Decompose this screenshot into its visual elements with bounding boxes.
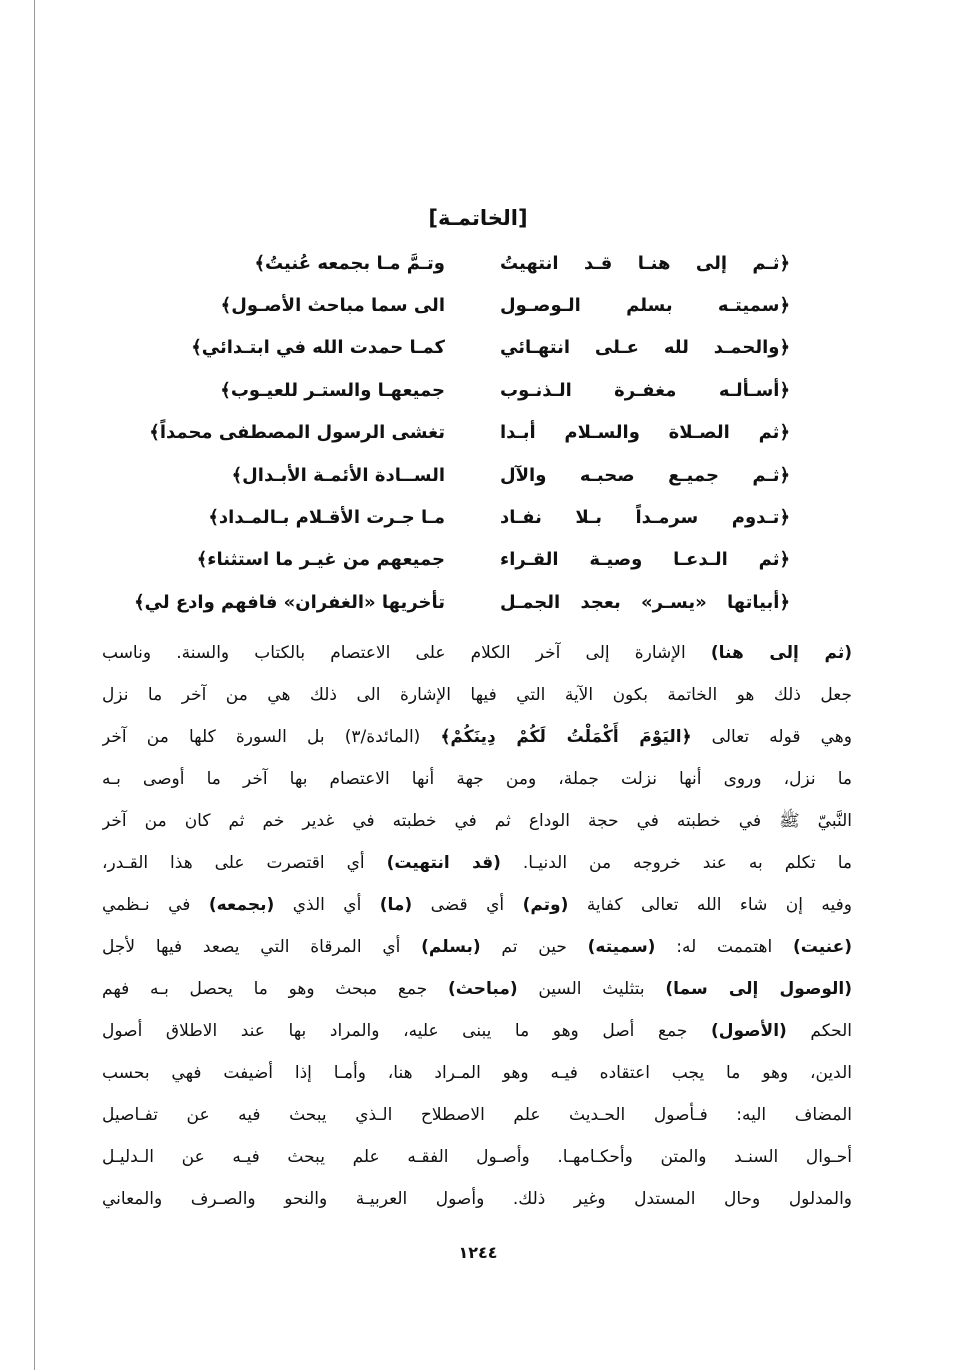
verse	[130, 454, 790, 496]
text-line	[102, 926, 852, 968]
verse-first-hemistich: ﴿ثـم جميـع صحبـه والآل	[500, 464, 790, 486]
verse-second-hemistich: الســادة الأئمـة الأبـدال﴾	[231, 464, 445, 486]
verse-second-hemistich: تأخريها «الغفران» فافهم وادع لي﴾	[134, 591, 445, 613]
text-segment: جعل ذلك هو الخاتمة بكون الآية التي فيها الإشارة الى ذلك هي من آخر ما نزل	[102, 685, 852, 705]
verse	[130, 412, 790, 454]
text-line	[102, 884, 852, 926]
bold-term: (بسلم)	[421, 937, 481, 957]
text-segment: وهي قوله تعالى	[691, 727, 852, 747]
verse-second-hemistich: كمـا حمدت الله في ابتـدائي﴾	[191, 337, 445, 359]
bold-term: (مباحث)	[448, 979, 518, 999]
text-segment: بتثليث السين	[517, 979, 666, 999]
text-line	[102, 968, 852, 1010]
verse-first-hemistich: ﴿ثـم إلى هنـا قـد انتهيتُ	[500, 252, 790, 274]
text-segment: أي اقتصرت على هذا القـدر،	[102, 853, 387, 873]
poem-verses	[130, 242, 790, 624]
bold-term: (سميته)	[587, 937, 656, 957]
verse	[130, 539, 790, 581]
commentary-paragraph	[102, 632, 852, 1220]
verse-second-hemistich: جميعهم من غيـر ما استثناء﴾	[196, 549, 445, 571]
text-line	[102, 1010, 852, 1052]
text-segment: جمع أصل وهو ما يبنى عليه، والمراد بها عند الاطلاق أصول	[102, 1021, 711, 1041]
bold-term: (بجمعه)	[208, 895, 275, 915]
text-segment: ما نزل، وروى أنها نزلت جملة، ومن جهة أنها الاعتصام بها آخر ما أوصى بـه	[102, 769, 852, 789]
bold-term: ﴿اليَوْمَ أَكْمَلْتُ لَكُمْ دِينَكُمْ﴾	[440, 727, 692, 747]
text-segment: النَّبيّ ﷺ في خطبته في حجة الوداع ثم في خطبته في غدير خم ثم كان من آخر	[102, 811, 852, 831]
text-line	[102, 800, 852, 842]
verse-first-hemistich: ﴿ثم الصـلاة والسـلام أبـدا	[500, 422, 790, 444]
verse	[130, 327, 790, 369]
verse-first-hemistich: ﴿أبياتها «يسـر» بعجد الجمـل	[500, 591, 790, 613]
verse-first-hemistich: ﴿ثم الـدعـا وصيـة القـراء	[500, 549, 790, 571]
page-number: ١٢٤٤	[458, 1243, 498, 1262]
bold-term: (وتم)	[522, 895, 569, 915]
verse-first-hemistich: ﴿تـدوم سرمـداً بـلا نفـاد	[500, 507, 790, 529]
text-segment: والمدلول وحال المستدل وغير ذلك. وأصول العربيـة والنحو والصـرف والمعاني	[102, 1189, 852, 1209]
verse	[130, 242, 790, 284]
verse-second-hemistich: وتـمَّ مـا بجمعه عُنيتُ﴾	[254, 252, 445, 274]
text-segment: في نـظمي	[102, 895, 209, 915]
bold-term: (عنيت)	[792, 937, 852, 957]
verse-second-hemistich: جميعهـا والستـر للعيـوب﴾	[220, 379, 445, 401]
text-segment: المضاف اليه: فـأصول الحـديث علم الاصطلاح الـذي يبحث فيه عن تفـاصيل	[102, 1105, 852, 1125]
text-line	[102, 1136, 852, 1178]
text-line	[102, 632, 852, 674]
text-segment: أحـوال السنـد والمتن وأحكـامهـا. وأصـول الفقـه علم يبحث فيـه عن الـدليـل	[102, 1147, 852, 1167]
bold-term: (قد انتهيت)	[386, 853, 501, 873]
text-segment: أي قضى	[412, 895, 523, 915]
text-line	[102, 842, 852, 884]
text-segment: اهتممت له:	[655, 937, 793, 957]
verse	[130, 284, 790, 326]
verse	[130, 581, 790, 623]
text-line	[102, 716, 852, 758]
text-segment: الحكم	[786, 1021, 852, 1041]
text-segment: الدين، وهو ما يجب اعتقاده فيـه وهو المـراد هنا، وأمـا إذا أضيفت فهي بحسب	[102, 1063, 852, 1083]
verse-second-hemistich: مـا جـرت الأقـلام بـالمـداد﴾	[208, 507, 445, 529]
text-segment: جمع مبحث وهو ما يحصل بـه فهم	[102, 979, 448, 999]
verse-first-hemistich: ﴿والحمـد لله عـلى انتهـائي	[500, 337, 790, 359]
bold-term: (ثم إلى هنا)	[710, 643, 852, 663]
bold-term: (ما)	[379, 895, 413, 915]
verse	[130, 496, 790, 538]
text-line	[102, 1094, 852, 1136]
text-segment: (المائدة/٣) بل السورة كلها من آخر	[102, 727, 441, 747]
text-segment: الإشارة إلى آخر الكلام على الاعتصام بالكتاب والسنة. وناسب	[102, 643, 711, 663]
text-segment: ما تكلم به عند خروجه من الدنيـا.	[500, 853, 852, 873]
verse-first-hemistich: ﴿أسـألـه مغفـرة الـذنـوب	[500, 379, 790, 401]
text-segment: حين تم	[480, 937, 588, 957]
bold-term: (الأصول)	[710, 1021, 787, 1041]
verse-second-hemistich: تغشى الرسول المصطفى محمداً﴾	[149, 422, 445, 444]
verse	[130, 369, 790, 411]
verse-first-hemistich: ﴿سميتـه بسلم الـوصـول	[500, 295, 790, 317]
section-heading: [الخاتمـة]	[428, 206, 528, 230]
verse-second-hemistich: الى سما مباحث الأصـول﴾	[220, 295, 445, 317]
text-segment: وفيه إن شاء الله تعالى كفاية	[568, 895, 852, 915]
text-segment: أي المرقاة التي يصعد فيها لأجل	[102, 937, 422, 957]
text-line	[102, 1052, 852, 1094]
text-line	[102, 758, 852, 800]
bold-term: (الوصول إلى سما)	[665, 979, 852, 999]
text-line	[102, 1178, 852, 1220]
text-line	[102, 674, 852, 716]
text-segment: أي الذي	[274, 895, 380, 915]
